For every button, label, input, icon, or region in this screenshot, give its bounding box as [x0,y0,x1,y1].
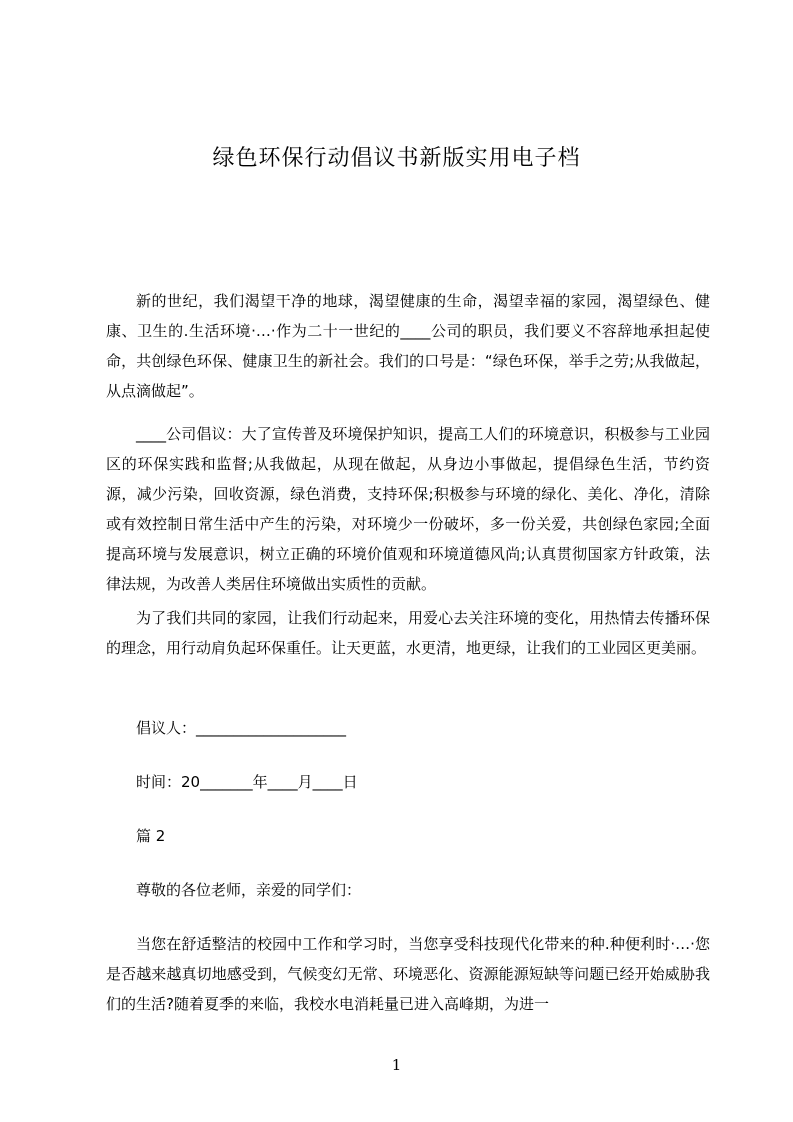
paragraph-intro: 新的世纪，我们渴望干净的地球，渴望健康的生命，渴望幸福的家园，渴望绿色、健康、卫生的.生活环境·…·作为二十一世纪的____公司的职员，我们要义不容辞地承担起使命，共创绿色环保、健康卫生的新社会。我们的口号是：“绿色环保，举手之劳;从我做起，从点滴做起”。 [106,292,710,400]
page-number: 1 [391,1056,402,1074]
page-title: 绿色环保行动倡议书新版实用电子档 [212,146,581,171]
initiator-line: 倡议人：____________________ [136,719,347,737]
section-label: 篇 2 [136,827,166,845]
paragraph-school-energy: 当您在舒适整洁的校园中工作和学习时，当您享受科技现代化带来的种.种便利时·…·您是否越来越真切地感受到，气候变幻无常、环境恶化、资源能源短缺等问题已经开始威胁我们的生活?随着夏季的来临，我校水电消耗量已进入高峰期，为进一 [106,935,710,1013]
salutation: 尊敬的各位老师，亲爱的同学们： [136,881,362,899]
date-line: 时间：20_______年____月____日 [136,773,358,791]
paragraph-initiative: ____公司倡议：大了宣传普及环境保护知识，提高工人们的环境意识，积极参与工业园区的环保实践和监督;从我做起，从现在做起，从身边小事做起，提倡绿色生活，节约资源，减少污染，回收资源，绿色消费，支持环保;积极参与环境的绿化、美化、净化，清除或有效控制日常生活中产生的污染，对环境少一份破坏，多一份关爱，共创绿色家园;全面提高环境与发展意识，树立正确的环境价值观和环境道德风尚;认真贯彻国家方针政策，法律法规，为改善人类居住环境做出实质性的贡献。 [106,425,710,593]
paragraph-call-to-action: 为了我们共同的家园，让我们行动起来，用爱心去关注环境的变化，用热情去传播环保的理念，用行动肩负起环保重任。让天更蓝，水更清，地更绿，让我们的工业园区更美丽。 [106,609,710,657]
